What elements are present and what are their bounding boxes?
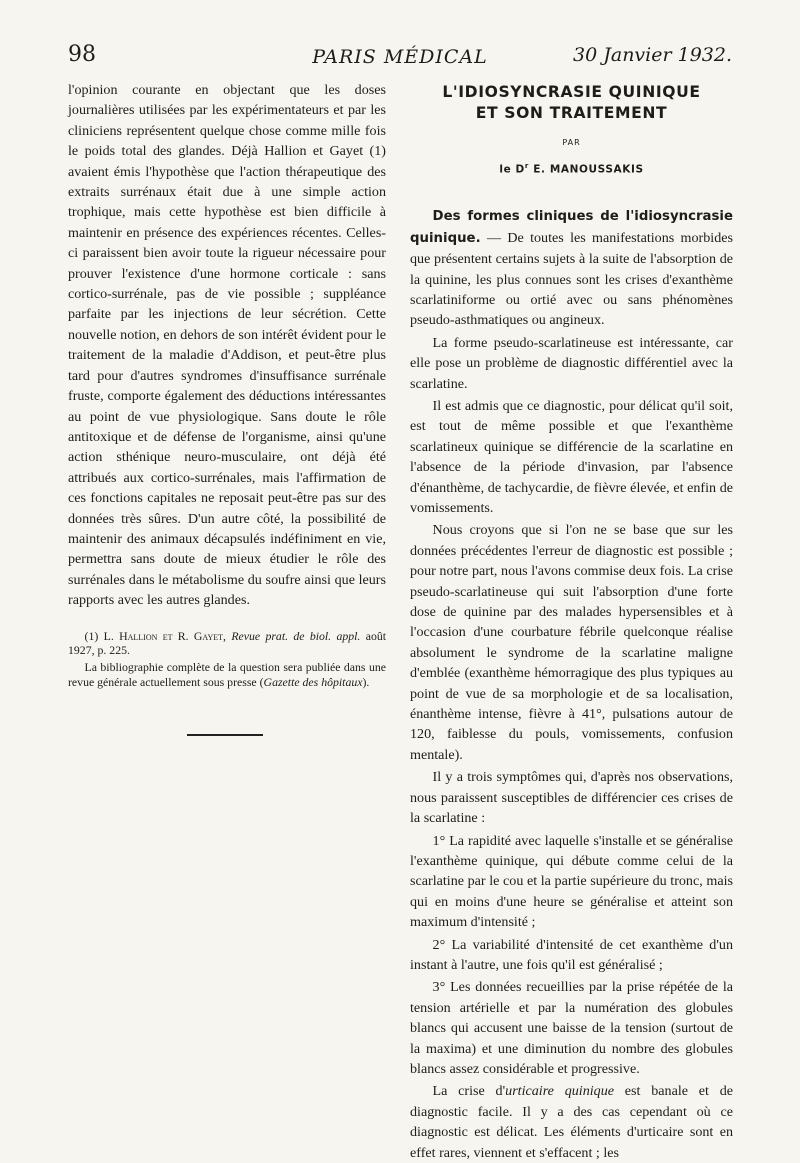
- footnote-1-date: août 1927, p. 225.: [68, 628, 387, 658]
- urticaire-term: urticaire quinique: [505, 1083, 615, 1100]
- paragraph-urticaire: [410, 1081, 733, 1163]
- paragraph-5: Il y a trois symptômes qui, d'après nos observations, nous paraissent susceptibles de différencier ces crises de la scarlatine :: [410, 769, 733, 827]
- running-header: [68, 42, 732, 76]
- urticaire-text-a: La crise d': [432, 1083, 506, 1100]
- urticaire-text-b: est banale et de diagnostic facile. Il y a des cas cependant où ce diagnostic est délicat. Les éléments d'urticaire sont en effet rares, viennent et s'effacent ; les: [410, 1083, 733, 1161]
- byline-par: PAR: [562, 138, 581, 147]
- symptom-3: 3° Les données recueillies par la prise répétée de la tension artérielle et par la numération des globules blancs qui accusent une baisse de la tension (surtout de la maxima) et une diminution du nombre des globules blancs assez considérable et progressive.: [410, 979, 733, 1077]
- footnote-1-journal: Revue prat. de biol. appl.: [231, 628, 361, 643]
- footnote-1-number: (1): [84, 628, 99, 643]
- author-name: E. MANOUSSAKIS: [533, 163, 644, 176]
- right-column: [410, 80, 733, 1163]
- footnotes: [68, 629, 386, 690]
- journal-title: PARIS MÉDICAL: [312, 46, 488, 68]
- article-title: [410, 82, 733, 124]
- paragraph-1-text: — De toutes les manifestations morbides que présentent certains sujets à la suite de l'absorption de la quinine, les plus connues sont les crises d'exanthème scarlatiniforme ou ortié avec ou sans phénomènes pseudo-asthmatiques ou angineux.: [410, 229, 733, 329]
- symptom-1: 1° La rapidité avec laquelle s'installe et se généralise l'exanthème quinique, qui débute comme celui de la scarlatine par le cou et la partie supérieure du tronc, mais qui en moins d'une heure se généralise et atteint son maximum d'intensité ;: [410, 832, 733, 931]
- footnote-2-journal: Gazette des hôpitaux: [263, 674, 363, 689]
- footnote-1-authors: L. Hallion et R. Gayet,: [103, 628, 226, 643]
- footnote-2-text: La bibliographie complète de la question sera publiée dans une revue générale actuellement sous presse (: [68, 660, 386, 689]
- paragraph-2: La forme pseudo-scarlatineuse est intéressante, car elle pose un problème de diagnostic différentiel avec la scarlatine.: [410, 334, 733, 392]
- footnote-2-end: ).: [362, 674, 370, 689]
- symptom-2: 2° La variabilité d'intensité de cet exanthème d'un instant à l'autre, une fois qu'il est généralisé ;: [410, 936, 733, 973]
- title-line-2: ET SON TRAITEMENT: [475, 104, 668, 122]
- title-line-1: L'IDIOSYNCRASIE QUINIQUE: [442, 83, 701, 101]
- author-prefix: le D: [499, 163, 525, 176]
- column-end-rule: [187, 734, 263, 736]
- author-title-sup: r: [524, 162, 529, 171]
- page-number: 98: [68, 42, 96, 67]
- footnote-2: [68, 660, 386, 690]
- paragraph-3: Il est admis que ce diagnostic, pour délicat qu'il soit, est tout de même possible et que l'exanthème scarlatineux quinique se différencie de la scarlatine en l'absence de la période d'invasion, par l'absence d'énanthème, de tachycardie, de fièvre élevée, et enfin de vomissements.: [410, 397, 733, 516]
- section-heading: Des formes cliniques de l'idiosyncrasie quinique.: [410, 209, 733, 246]
- issue-date: 30 Janvier 1932.: [573, 44, 732, 66]
- section-paragraph-1: [410, 206, 733, 330]
- left-paragraph: l'opinion courante en objectant que les doses journalières utilisées par les expérimentateurs et par les cliniciens représentent quelque chose comme mille fois le poids total des glandes. Déjà Hallion et Gayet (1) avaient émis l'hypothèse que l'action thérapeutique des extraits surrénaux était due à une simple action trophique, mais cette hypothèse est bien difficile à maintenir en présence des expériences récentes. Celles-ci paraissent bien avoir toute la rigueur nécessaire pour prouver l'existence d'une hormone corticale : sans cortico-surrénale, pas de vie possible ; suppléance parfaite par les injections de leur sécrétion. Cette nouvelle notion, en dehors de son intérêt évident pour le traitement de la maladie d'Addison, et peut-être plus tard pour d'autres syndromes d'insuffisance surrénale fruste, comporte également des déductions intéressantes au point de vue physiologique. Sans doute le rôle antitoxique et de défense de l'organisme, ainsi qu'une action sthénique neuro-musculaire, ont déjà été attribués aux cortico-surrénales, mais l'affirmation de ces fonctions capitales ne reposait peut-être pas sur des données très sûres. D'un autre côté, la possibilité de maintenir des animaux décapsulés indéfiniment en vie, permettra sans doute de mieux étudier le rôle des surrénales dans le métabolisme du soufre ainsi que leurs rapports avec les autres glandes.: [68, 82, 386, 609]
- left-column: [68, 80, 386, 690]
- author-byline: [410, 156, 733, 180]
- paragraph-4: Nous croyons que si l'on ne se base que sur les données précédentes l'erreur de diagnostic est possible ; pour notre part, nous l'avons commise deux fois. La crise pseudo-scarlatineuse qui suit l'absorption d'une forte dose de quinine par des malades hypersensibles et à l'occasion d'une courbature fébrile quelconque réalise absolument le syndrome de la scarlatine maligne d'emblée (exanthème hémorragique des plus typiques au point de vue de sa morphologie et de sa localisation, énanthème intense, fièvre à 41°, pulsations autour de 120, faiblesse du pouls, vomissements, confusion mentale).: [410, 522, 733, 763]
- footnote-1: [68, 629, 386, 659]
